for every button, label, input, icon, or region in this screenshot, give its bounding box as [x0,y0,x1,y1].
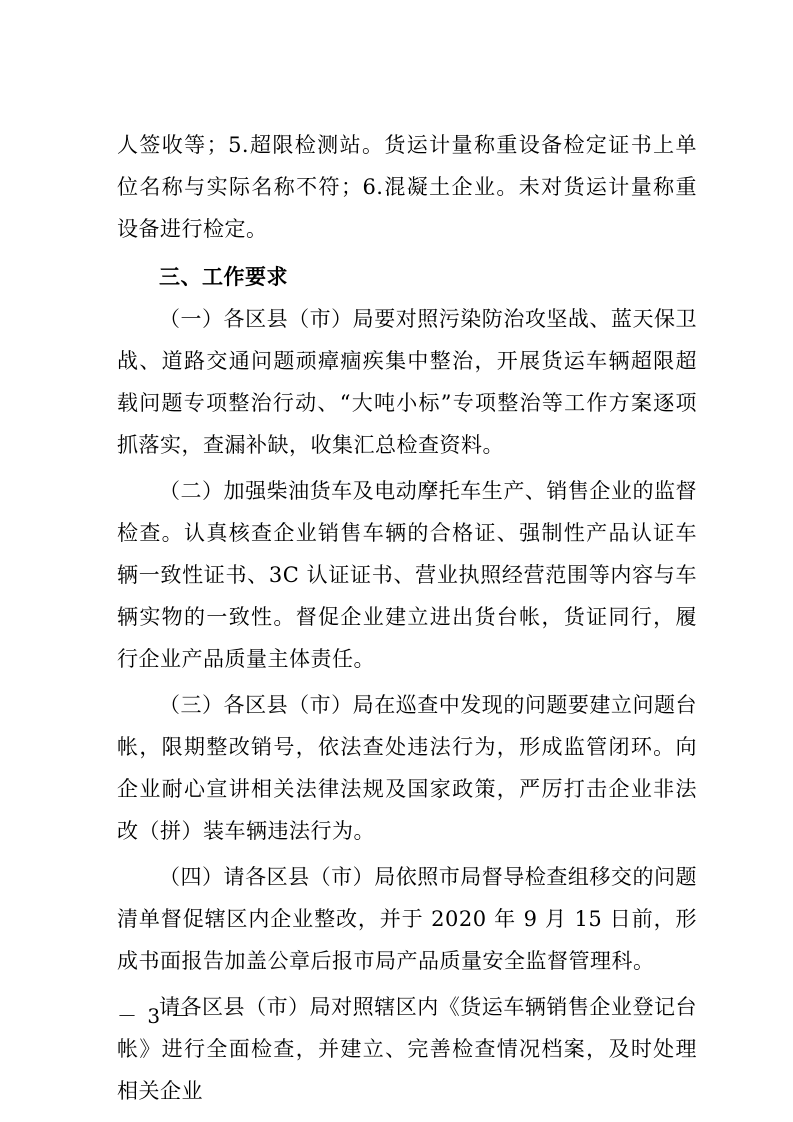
paragraph-closing: 请各区县（市）局对照辖区内《货运车辆销售企业登记台帐》进行全面检查，并建立、完善检查情况档案，及时处理相关企业 [117,995,697,1103]
paragraph-requirement-2: （二）加强柴油货车及电动摩托车生产、销售企业的监督检查。认真核查企业销售车辆的合格证、强制性产品认证车辆一致性证书、3C 认证证书、营业执照经营范围等内容与车辆实物的一致性。督促企业建立进出货台帐，货证同行，履行企业产品质量主体责任。 [117,479,697,671]
paragraph-continuation: 人签收等；5.超限检测站。货运计量称重设备检定证书上单位名称与实际名称不符；6.混凝土企业。未对货运计量称重设备进行检定。 [117,133,697,241]
paragraph-requirement-3: （三）各区县（市）局在巡查中发现的问题要建立问题台帐，限期整改销号，依法查处违法行为，形成监管闭环。向企业耐心宣讲相关法律法规及国家政策，严厉打击企业非法改（拼）装车辆违法行为。 [117,693,697,843]
paragraph-requirement-4: （四）请各区县（市）局依照市局督导检查组移交的问题清单督促辖区内企业整改，并于 2020 年 9 月 15 日前，形成书面报告加盖公章后报市局产品质量安全监督管理科。 [117,865,697,973]
paragraph-requirement-1: （一）各区县（市）局要对照污染防治攻坚战、蓝天保卫战、道路交通问题顽瘴痼疾集中整治，开展货运车辆超限超载问题专项整治行动、“大吨小标”专项整治等工作方案逐项抓落实，查漏补缺，收集汇总检查资料。 [117,307,697,457]
section-heading: 三、工作要求 [159,265,288,289]
document-body [117,124,697,1112]
page-number: － 3 － [117,1004,193,1028]
